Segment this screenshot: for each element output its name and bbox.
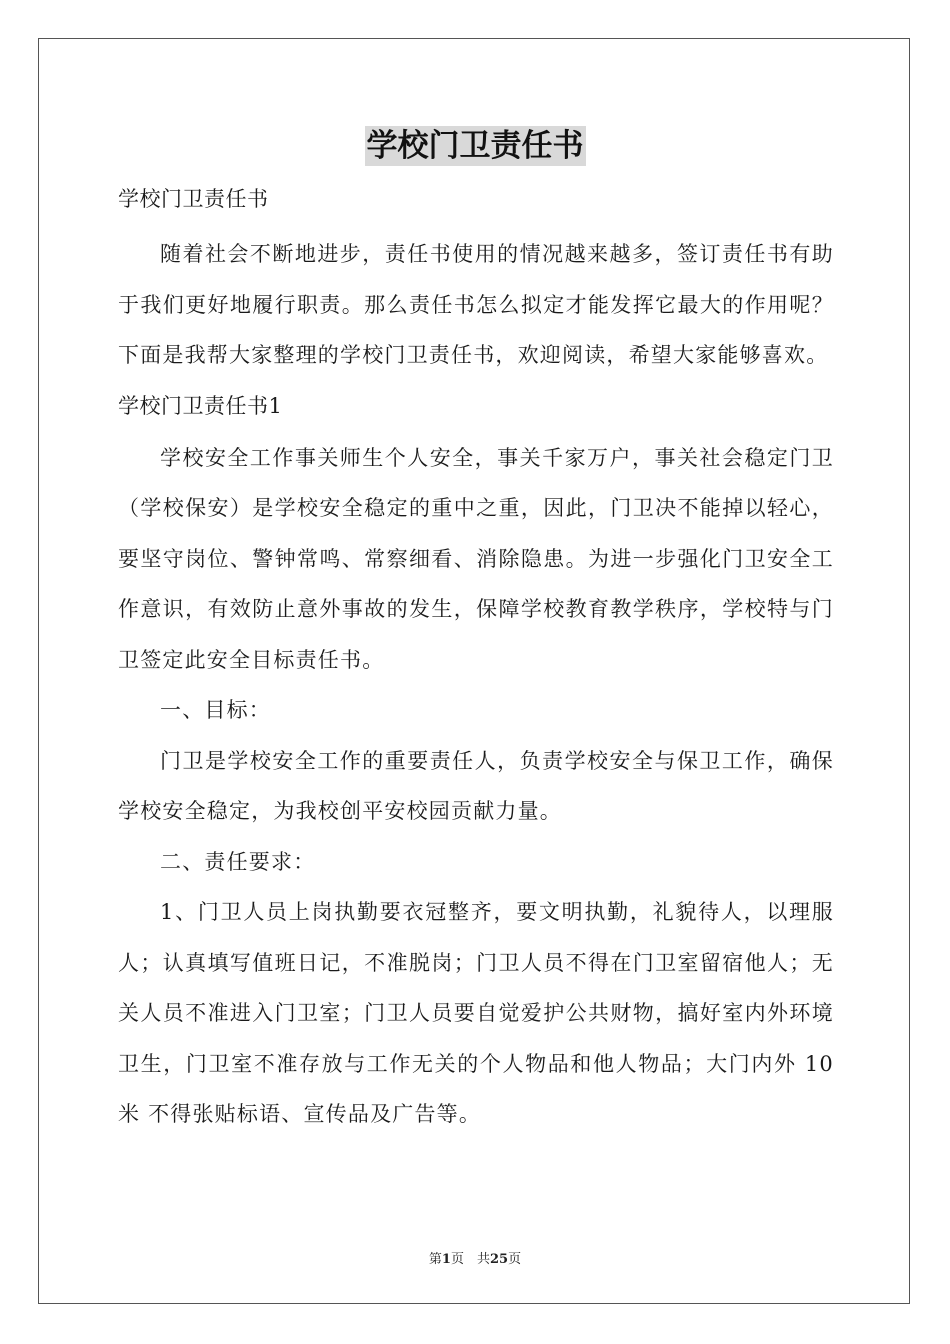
footer-mid: 页 共 [450, 1252, 490, 1267]
title-container [0, 126, 950, 166]
footer-prefix: 第 [428, 1252, 442, 1267]
paragraph-1: 学校安全工作事关师生个人安全，事关千家万户，事关社会稳定门卫（学校保安）是学校安全稳定的重中之重，因此，门卫决不能掉以轻心，要坚守岗位、警钟常鸣、常察细看、消除隐患。为进一步强化门卫安全工作意识，有效防止意外事故的发生，保障学校教育教学秩序，学校特与门卫签定此安全目标责任书。 [118, 445, 834, 672]
footer-suffix: 页 [508, 1252, 522, 1267]
page-current: 1 [441, 1252, 451, 1267]
paragraph-3: 1、门卫人员上岗执勤要衣冠整齐，要文明执勤，礼貌待人，以理服人；认真填写值班日记，不准脱岗；门卫人员不得在门卫室留宿他人；无关人员不准进入门卫室；门卫人员要自觉爱护公共财物，搞好室内外环境卫生，门卫室不准存放与工作无关的个人物品和他人物品；大门内外 10米 不得张贴标语、宣传品及广告等。 [118, 900, 834, 1126]
document-subtitle: 学校门卫责任书 [118, 187, 269, 211]
heading-goal: 一、目标： [160, 698, 271, 722]
heading-requirements: 二、责任要求： [160, 849, 316, 874]
paragraph-2: 门卫是学校安全工作的重要责任人，负责学校安全与保卫工作，确保学校安全稳定，为我校创平安校园贡献力量。 [118, 748, 834, 823]
section-title: 学校门卫责任书1 [118, 393, 283, 418]
page-footer [0, 1248, 950, 1267]
document-body [118, 182, 834, 1140]
intro-paragraph: 随着社会不断地进步，责任书使用的情况越来越多，签订责任书有助于我们更好地履行职责。那么责任书怎么拟定才能发挥它最大的作用呢？下面是我帮大家整理的学校门卫责任书，欢迎阅读，希望大家能够喜欢。 [118, 242, 834, 367]
document-title: 学校门卫责任书 [366, 128, 584, 164]
page-total: 25 [489, 1252, 509, 1267]
